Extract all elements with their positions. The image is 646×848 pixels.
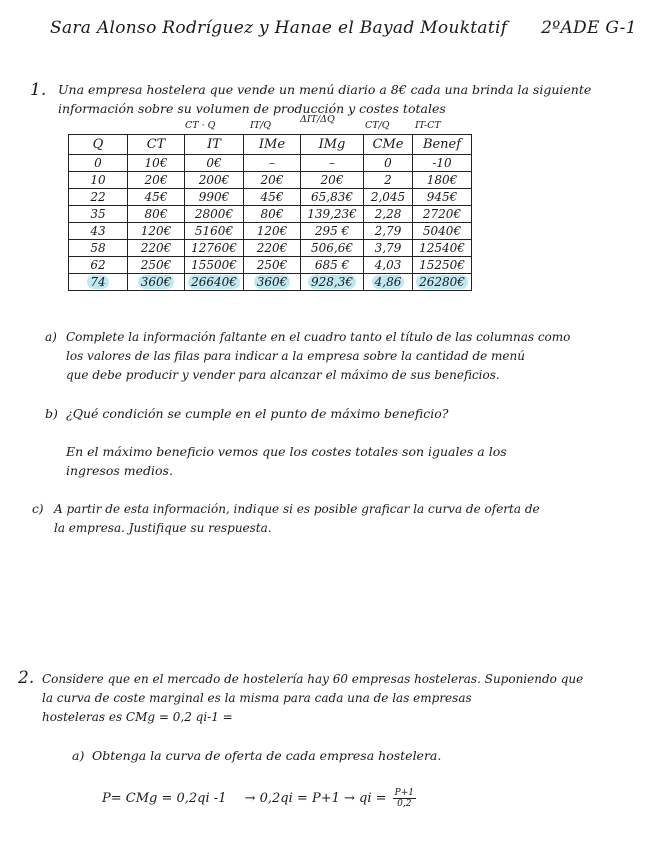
table-cell: 120€: [244, 223, 301, 240]
table-cell: 2,79: [364, 223, 413, 240]
table-row: [69, 240, 472, 257]
q1a-line-2: los valores de las filas para indicar a la empresa sobre la cantidad de menú: [66, 349, 525, 363]
table-cell: 0: [69, 155, 128, 172]
table-cell: 2720€: [413, 206, 472, 223]
table-cell: 120€: [128, 223, 185, 240]
table-cell: –: [244, 155, 301, 172]
supply-curve-formula: [102, 788, 416, 809]
q1b-label: b): [45, 406, 58, 421]
q1c-label: c): [32, 502, 44, 516]
table-cell: 945€: [413, 189, 472, 206]
table-cell: 20€: [244, 172, 301, 189]
table-cell: 45€: [128, 189, 185, 206]
q1a-label: a): [45, 330, 57, 344]
highlighted-value: 360€: [138, 275, 175, 289]
formula-mid: → 0,2qi = P+1 → qi =: [244, 791, 387, 806]
table-cell: –: [301, 155, 364, 172]
col-header-ct: CT: [128, 135, 185, 155]
table-cell: 45€: [244, 189, 301, 206]
table-cell: 220€: [128, 240, 185, 257]
table-cell: 15500€: [185, 257, 244, 274]
col-note-cme: CT/Q: [365, 120, 390, 131]
production-cost-table: [68, 134, 472, 291]
highlighted-value: 928,3€: [308, 275, 356, 289]
question-1-number: 1.: [30, 80, 47, 100]
table-cell: 0: [364, 155, 413, 172]
authors: Sara Alonso Rodríguez y Hanae el Bayad Mouktatif: [50, 18, 508, 38]
table-cell: 15250€: [413, 257, 472, 274]
table-cell: 0€: [185, 155, 244, 172]
table-cell: 62: [69, 257, 128, 274]
col-note-ime: IT/Q: [250, 120, 272, 131]
table-cell: [244, 274, 301, 291]
table-cell: 250€: [128, 257, 185, 274]
q1b-answer-line-1: En el máximo beneficio vemos que los costes totales son iguales a los: [66, 444, 507, 459]
q1a-line-3: que debe producir y vender para alcanzar el máximo de sus beneficios.: [66, 368, 500, 382]
grade-label: 2ºADE G-1: [541, 18, 637, 38]
table-cell: 295 €: [301, 223, 364, 240]
highlighted-value: 360€: [254, 275, 291, 289]
q2a-text: Obtenga la curva de oferta de cada empresa hostelera.: [92, 748, 442, 763]
table-cell: 65,83€: [301, 189, 364, 206]
table-cell: 35: [69, 206, 128, 223]
table-cell: 12540€: [413, 240, 472, 257]
table-cell: [185, 274, 244, 291]
table-row: [69, 223, 472, 240]
table-cell: 200€: [185, 172, 244, 189]
q1a-line-1: Complete la información faltante en el cuadro tanto el título de las columnas como: [66, 330, 571, 344]
table-cell: 180€: [413, 172, 472, 189]
table-row: [69, 206, 472, 223]
col-header-cme: CMe: [364, 135, 413, 155]
q1c-line-1: A partir de esta información, indique si es posible graficar la curva de oferta de: [54, 502, 540, 516]
highlighted-value: 26640€: [188, 275, 240, 289]
table-cell: 20€: [301, 172, 364, 189]
table-row: [69, 189, 472, 206]
table-cell: 43: [69, 223, 128, 240]
table-cell: 20€: [128, 172, 185, 189]
question-1-line-2: información sobre su volumen de producción y costes totales: [58, 101, 446, 116]
question-2-line-1: Considere que en el mercado de hostelería hay 60 empresas hosteleras. Suponiendo que: [42, 672, 584, 686]
table-cell: 2: [364, 172, 413, 189]
formula-denominator: 0,2: [397, 799, 412, 809]
highlighted-value: 26280€: [416, 275, 468, 289]
highlighted-value: 74: [87, 275, 108, 289]
table-cell: 250€: [244, 257, 301, 274]
table-row: [69, 155, 472, 172]
table-cell: 4,03: [364, 257, 413, 274]
col-note-it: CT · Q: [185, 120, 216, 131]
table-cell: [301, 274, 364, 291]
table-cell: 220€: [244, 240, 301, 257]
table-cell: [413, 274, 472, 291]
table-cell: 2,045: [364, 189, 413, 206]
table-row-max-profit: [69, 274, 472, 291]
table-cell: 990€: [185, 189, 244, 206]
table-cell: [128, 274, 185, 291]
col-header-it: IT: [185, 135, 244, 155]
col-note-benef: IT-CT: [415, 120, 441, 131]
table-cell: 22: [69, 189, 128, 206]
table-cell: 3,79: [364, 240, 413, 257]
q1c-line-2: la empresa. Justifique su respuesta.: [54, 521, 272, 535]
question-2-line-3: hosteleras es CMg = 0,2 qi-1 =: [42, 710, 233, 724]
col-header-q: Q: [69, 135, 128, 155]
table-row: [69, 172, 472, 189]
question-2-line-2: la curva de coste marginal es la misma para cada una de las empresas: [42, 691, 472, 705]
table-cell: 2800€: [185, 206, 244, 223]
table-cell: 58: [69, 240, 128, 257]
q1b-answer-line-2: ingresos medios.: [66, 463, 173, 478]
highlighted-value: 4,86: [372, 275, 405, 289]
table-cell: 80€: [128, 206, 185, 223]
table-cell: [69, 274, 128, 291]
table-cell: 139,23€: [301, 206, 364, 223]
formula-left: P= CMg = 0,2qi -1: [102, 791, 227, 806]
col-note-img: ΔIT/ΔQ: [300, 114, 335, 125]
table-cell: [364, 274, 413, 291]
page-header: [50, 18, 637, 38]
table-row: [69, 257, 472, 274]
table-cell: 10: [69, 172, 128, 189]
question-2-number: 2.: [18, 668, 35, 688]
formula-fraction: [393, 788, 416, 809]
table-header-row: [69, 135, 472, 155]
table-cell: 5040€: [413, 223, 472, 240]
table-cell: 2,28: [364, 206, 413, 223]
question-1-line-1: Una empresa hostelera que vende un menú diario a 8€ cada una brinda la siguiente: [58, 82, 592, 97]
table-cell: 5160€: [185, 223, 244, 240]
col-header-img: IMg: [301, 135, 364, 155]
q2a-label: a): [72, 748, 85, 763]
table-cell: -10: [413, 155, 472, 172]
table-cell: 80€: [244, 206, 301, 223]
col-header-ime: IMe: [244, 135, 301, 155]
col-header-benef: Benef: [413, 135, 472, 155]
q1b-question: ¿Qué condición se cumple en el punto de máximo beneficio?: [66, 406, 449, 421]
table-cell: 12760€: [185, 240, 244, 257]
formula-numerator: P+1: [394, 788, 414, 798]
table-cell: 685 €: [301, 257, 364, 274]
table-cell: 10€: [128, 155, 185, 172]
table-cell: 506,6€: [301, 240, 364, 257]
